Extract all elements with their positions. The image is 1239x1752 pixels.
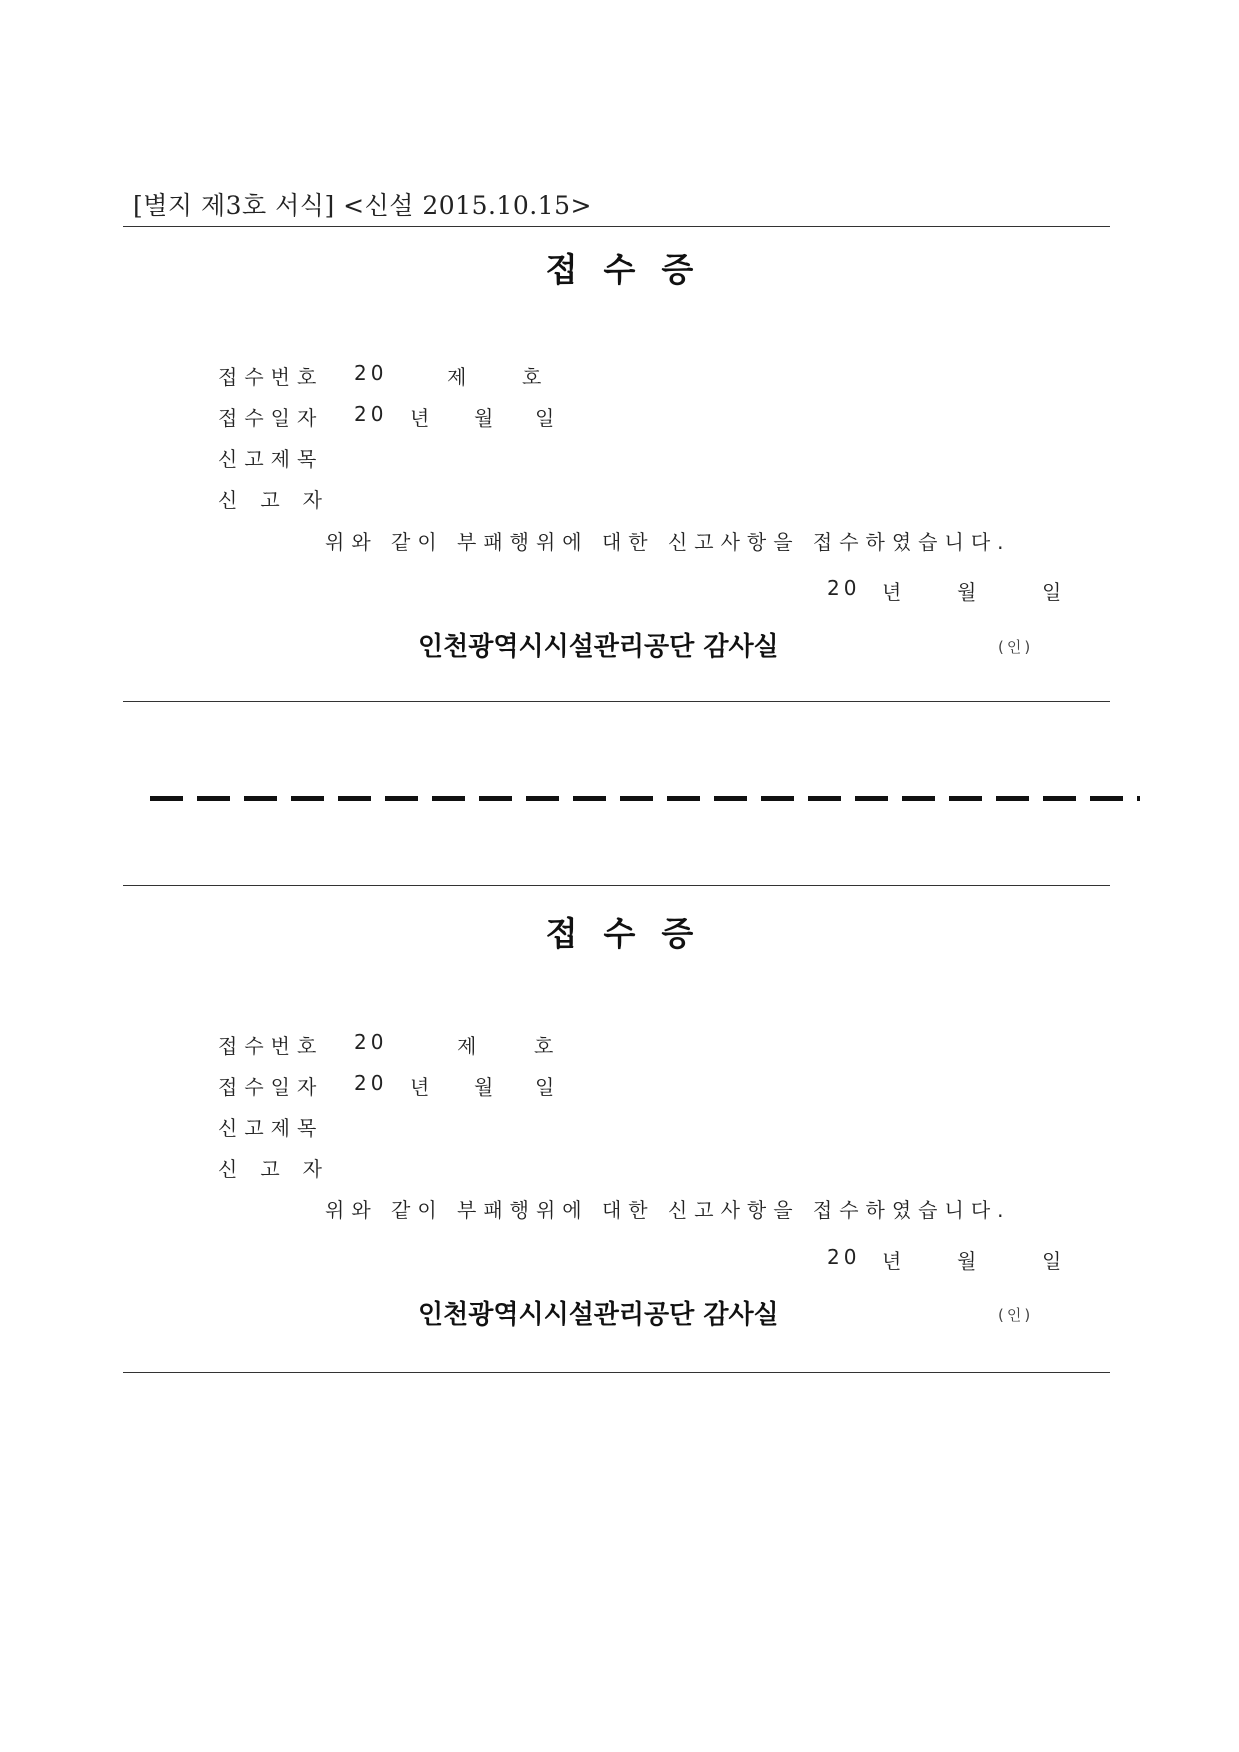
receipt-statement: 위와 같이 부패행위에 대한 신고사항을 접수하였습니다. — [325, 1198, 1011, 1222]
report-subject-label: 신고제목 — [218, 1116, 324, 1140]
issue-date-il: 일 — [1042, 1249, 1062, 1273]
receipt-date-nyeon: 년 — [410, 406, 430, 430]
receipt-number-label: 접수번호 — [218, 1034, 324, 1058]
issue-date-year: 20 — [827, 1245, 861, 1269]
issue-date-nyeon: 년 — [882, 1249, 902, 1273]
receipt-title: 접수증 — [545, 250, 720, 289]
form-header: [별지 제3호 서식] <신설 2015.10.15> — [133, 191, 592, 220]
receipt-date-year: 20 — [354, 1071, 388, 1095]
seal-mark: (인) — [998, 638, 1034, 656]
receipt-statement: 위와 같이 부패행위에 대한 신고사항을 접수하였습니다. — [325, 530, 1011, 554]
issue-date-wol: 월 — [957, 580, 977, 604]
issue-date-year: 20 — [827, 576, 861, 600]
receipt-date-label: 접수일자 — [218, 1075, 324, 1099]
receipt-date-il: 일 — [535, 406, 555, 430]
organization-name: 인천광역시시설관리공단 감사실 — [418, 1300, 779, 1330]
receipt-number-year: 20 — [354, 361, 388, 385]
issue-date-wol: 월 — [957, 1249, 977, 1273]
receipt-number-ho: 호 — [522, 365, 542, 389]
upper-receipt-bottom-divider — [123, 701, 1110, 702]
receipt-number-year: 20 — [354, 1030, 388, 1054]
reporter-label: 신고자 — [218, 1157, 345, 1181]
issue-date-nyeon: 년 — [882, 580, 902, 604]
reporter-label: 신고자 — [218, 488, 345, 512]
receipt-date-year: 20 — [354, 402, 388, 426]
receipt-number-ho: 호 — [534, 1034, 554, 1058]
top-divider — [123, 226, 1110, 227]
lower-receipt-bottom-divider — [123, 1372, 1110, 1373]
seal-mark: (인) — [998, 1306, 1034, 1324]
receipt-date-il: 일 — [535, 1075, 555, 1099]
receipt-date-wol: 월 — [474, 406, 494, 430]
receipt-number-je: 제 — [457, 1034, 477, 1058]
report-subject-label: 신고제목 — [218, 447, 324, 471]
receipt-date-nyeon: 년 — [410, 1075, 430, 1099]
receipt-date-label: 접수일자 — [218, 406, 324, 430]
cut-line — [150, 796, 1140, 801]
receipt-title: 접수증 — [545, 914, 720, 953]
receipt-number-label: 접수번호 — [218, 365, 324, 389]
receipt-number-je: 제 — [447, 365, 467, 389]
organization-name: 인천광역시시설관리공단 감사실 — [418, 632, 779, 662]
issue-date-il: 일 — [1042, 580, 1062, 604]
receipt-date-wol: 월 — [474, 1075, 494, 1099]
lower-receipt-top-divider — [123, 885, 1110, 886]
